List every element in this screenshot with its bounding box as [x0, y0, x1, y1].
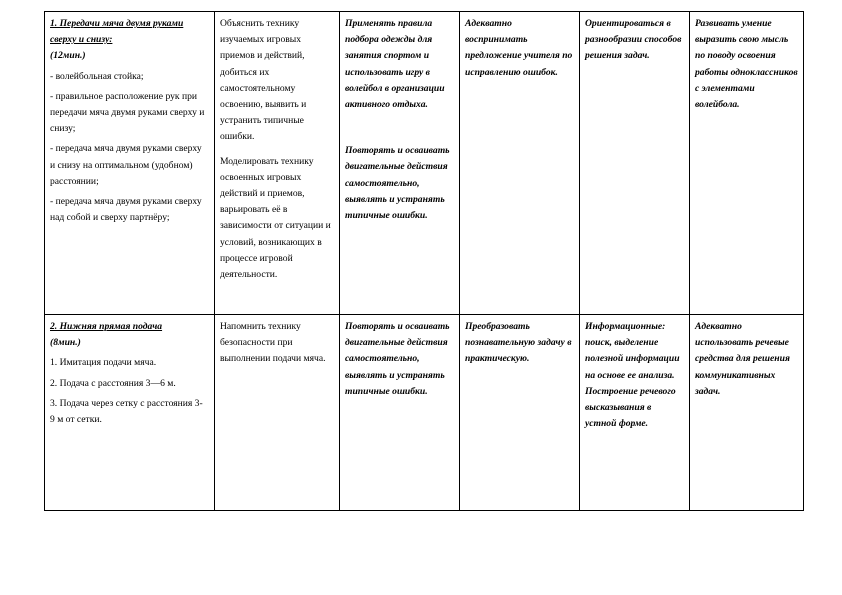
table-row — [45, 12, 804, 315]
list-item: 1. Имитация подачи мяча. — [50, 357, 157, 369]
cognitive-text: Информационные: поиск, выделение полезной информации на основе ее анализа. Построение речевого высказывания в устной форме. — [585, 321, 680, 430]
subject-results-text: Повторять и осваивать двигательные действия самостоятельно, выявлять и устранять типичные ошибки. — [345, 145, 450, 222]
teacher-activity-text: Объяснить технику изучаемых игровых приемов и действий, добиться их самостоятельному освоению, выявить и устранить типичные ошибки. — [220, 18, 307, 143]
table-row — [45, 315, 804, 511]
communicative-text: Адекватно использовать речевые средства для решения коммуникативных задач. — [695, 321, 790, 397]
subject-results-cell — [340, 315, 460, 511]
teacher-activity-cell — [215, 12, 340, 315]
lesson-plan-table — [44, 11, 804, 511]
regulative-cell — [460, 12, 580, 315]
regulative-text: Преобразовать познавательную задачу в практическую. — [465, 321, 572, 365]
communicative-text: Развивать умение выразить свою мысль по поводу освоения работы одноклассников с элементами волейбола. — [695, 18, 798, 111]
subject-results-text: Повторять и осваивать двигательные действия самостоятельно, выявлять и устранять типичные ошибки. — [345, 321, 450, 397]
topic-duration: (8мин.) — [50, 337, 81, 349]
topic-title: 1. Передачи мяча двумя руками сверху и снизу: — [50, 18, 184, 46]
cognitive-cell — [580, 12, 690, 315]
cognitive-text: Ориентироваться в разнообразии способов решения задач. — [585, 18, 682, 62]
communicative-cell — [690, 12, 804, 315]
topic-duration: (12мин.) — [50, 50, 86, 62]
topic-title: 2. Нижняя прямая подача — [50, 321, 163, 332]
list-item: - передача мяча двумя руками сверху над собой и сверху партнёру; — [50, 196, 202, 224]
subject-results-text: Применять правила подбора одежды для занятия спортом и использовать игру в волейбол в организации активного отдыха. — [345, 18, 445, 111]
subject-results-cell — [340, 12, 460, 315]
list-item: - правильное расположение рук при передачи мяча двумя руками сверху и снизу; — [50, 90, 205, 135]
topic-cell — [45, 12, 215, 315]
topic-cell — [45, 315, 215, 511]
list-item: 3. Подача через сетку с расстояния 3- 9 м от сетки. — [50, 397, 203, 426]
regulative-text: Адекватно воспринимать предложение учителя по исправлению ошибок. — [465, 18, 573, 78]
list-item: 2. Подача с расстояния 3—6 м. — [50, 377, 176, 389]
cognitive-cell — [580, 315, 690, 511]
teacher-activity-text: Моделировать технику освоенных игровых действий и приемов, варьировать её в зависимости от ситуации и условий, возникающих в процессе игровой деятельности. — [220, 155, 331, 281]
list-item: - волейбольная стойка; — [50, 70, 144, 82]
list-item: - передача мяча двумя руками сверху и снизу на оптимальном (удобном) расстоянии; — [50, 143, 202, 187]
teacher-activity-cell — [215, 315, 340, 511]
teacher-activity-text: Напомнить технику безопасности при выполнении подачи мяча. — [220, 321, 326, 365]
regulative-cell — [460, 315, 580, 511]
communicative-cell — [690, 315, 804, 511]
